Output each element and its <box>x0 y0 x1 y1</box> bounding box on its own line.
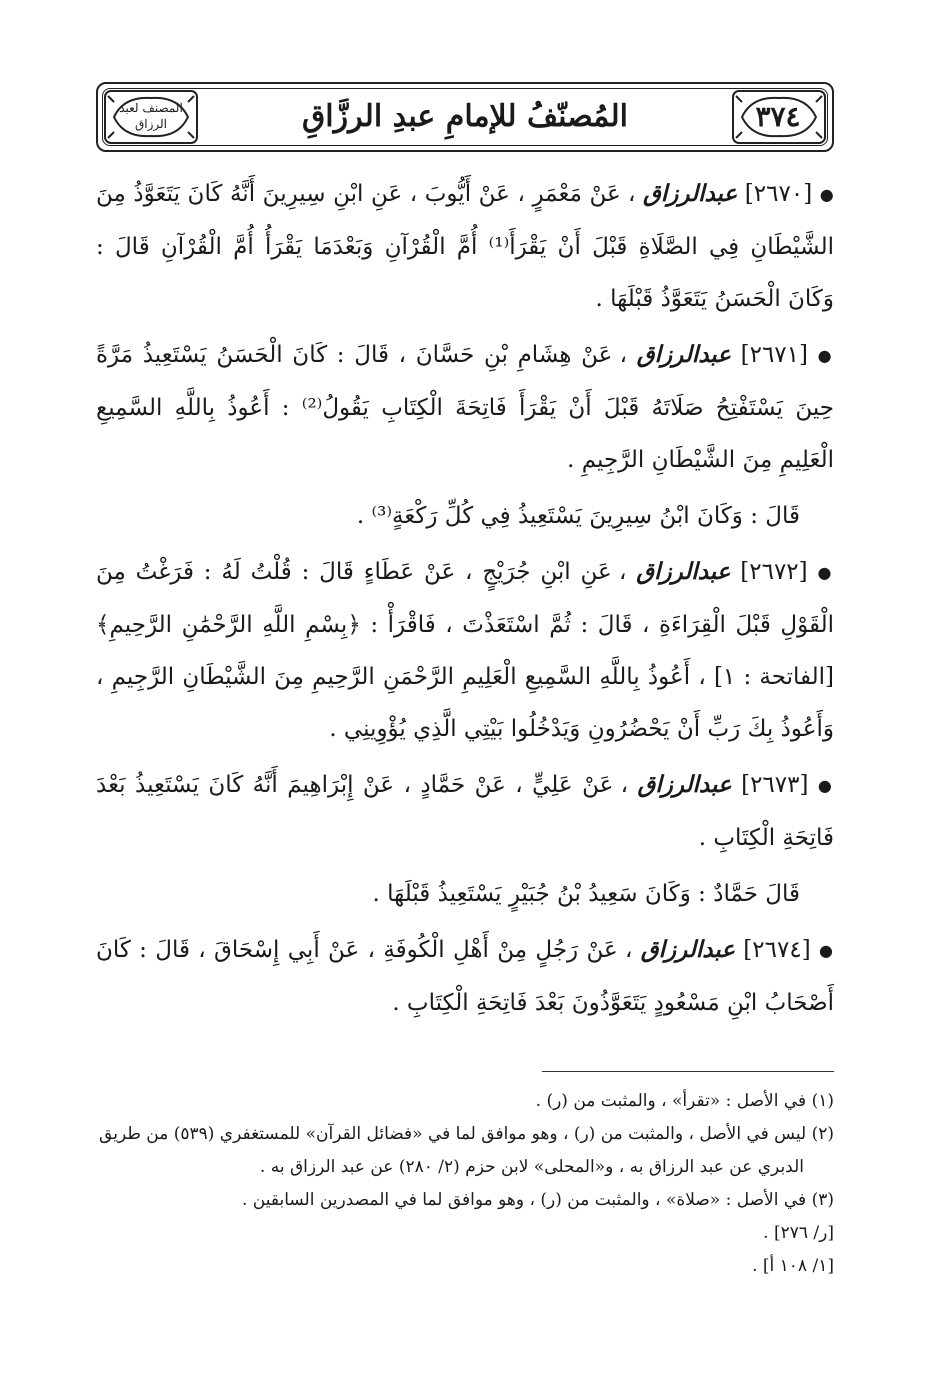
narrator-name: عبدالرزاق <box>643 180 738 207</box>
narrator-name: عبدالرزاق <box>637 771 732 798</box>
bullet-icon: ● <box>819 941 834 960</box>
bullet-icon: ● <box>817 346 834 365</box>
footnotes <box>96 1086 834 1284</box>
hadith-entry: ● [٢٦٧٢] عبدالرزاق ، عَنِ ابْنِ جُرَيْجٍ ، عَنْ عَطَاءٍ قَالَ : قُلْتُ لَهُ : فَرَغْتُ مِنَ الْقَوْلِ قَبْلَ الْقِرَاءَةِ ، قَالَ : ثُمَّ اسْتَعَذْتَ ، فَاقْرَأْ : ﴿بِسْمِ اللَّهِ الرَّحْمَٰنِ الرَّحِيمِ﴾ [الفاتحة : ١] ، أَعُوذُ بِاللَّهِ السَّمِيعِ الْعَلِيمِ الرَّحْمَنِ الرَّحِيمِ مِنَ الشَّيْطَانِ الرَّجِيمِ ، وَأَعُوذُ بِكَ رَبِّ أَنْ يَحْضُرُونِ وَيَدْخُلُوا بَيْتِي الَّذِي يُؤْوِينِي . <box>96 558 834 742</box>
footnote-2: (٢) ليس في الأصل ، والمثبت من (ر) ، وهو موافق لما في «فضائل القرآن» للمستغفري (٥٣٩) من طريق <box>99 1124 834 1144</box>
narrator-name: عبدالرزاق <box>640 936 735 963</box>
bullet-icon: ● <box>817 563 834 582</box>
hadith-continuation: قَالَ : وَكَانَ ابْنُ سِيرِينَ يَسْتَعِيذُ فِي كُلِّ رَكْعَةٍ⁽³⁾ . <box>356 503 800 529</box>
hadith-entry: ● [٢٦٧٣] عبدالرزاق ، عَنْ عَلِيٍّ ، عَنْ حَمَّادٍ ، عَنْ إِبْرَاهِيمَ أَنَّهُ كَانَ يَسْتَعِيذُ بَعْدَ فَاتِحَةِ الْكِتَابِ . <box>96 771 834 851</box>
hadith-number: ٢٦٧١ <box>749 342 800 368</box>
hadith-text: ، عَنْ عَلِيٍّ ، عَنْ حَمَّادٍ ، عَنْ إِبْرَاهِيمَ أَنَّهُ كَانَ يَسْتَعِيذُ بَعْدَ فَاتِحَةِ الْكِتَابِ . <box>96 772 834 851</box>
hadith-text: ، عَنْ مَعْمَرٍ ، عَنْ أَيُّوبَ ، عَنِ ابْنِ سِيرِينَ أَنَّهُ كَانَ يَتَعَوَّذُ مِنَ الشَّيْطَانِ فِي الصَّلَاةِ قَبْلَ أَنْ يَقْرَأَ⁽¹⁾ أُمَّ الْقُرْآنِ وَبَعْدَمَا يَقْرَأُ أُمَّ الْقُرْآنِ قَالَ : وَكَانَ الْحَسَنُ يَتَعَوَّذُ قَبْلَهَا . <box>96 181 835 312</box>
hadith-entry: ● [٢٦٧١] عبدالرزاق ، عَنْ هِشَامِ بْنِ حَسَّانَ ، قَالَ : كَانَ الْحَسَنُ يَسْتَعِيذُ مَرَّةً حِينَ يَسْتَفْتِحُ صَلَاتَهُ قَبْلَ أَنْ يَقْرَأَ فَاتِحَةَ الْكِتَابِ يَقُولُ⁽²⁾ : أَعُوذُ بِاللَّهِ السَّمِيعِ الْعَلِيمِ مِنَ الشَّيْطَانِ الرَّجِيمِ . <box>96 341 834 473</box>
footnote-1: (١) في الأصل : «تقرأ» ، والمثبت من (ر) . <box>535 1091 834 1111</box>
bullet-icon: ● <box>819 185 834 204</box>
book-title: المُصنّفُ للإمامِ عبدِ الرزَّاقِ <box>302 99 628 134</box>
hadith-number: ٢٦٧٣ <box>750 772 800 798</box>
narrator-name: عبدالرزاق <box>636 341 731 368</box>
hadith-number: ٢٦٧٤ <box>752 937 802 963</box>
footnote-3: (٣) في الأصل : «صلاة» ، والمثبت من (ر) ، وهو موافق لما في المصدرين السابقين . <box>242 1190 834 1210</box>
hadith-number: ٢٦٧٢ <box>749 559 799 585</box>
hadith-text: ، عَنِ ابْنِ جُرَيْجٍ ، عَنْ عَطَاءٍ قَالَ : قُلْتُ لَهُ : فَرَغْتُ مِنَ الْقَوْلِ قَبْلَ الْقِرَاءَةِ ، قَالَ : ثُمَّ اسْتَعَذْتَ ، فَاقْرَأْ : ﴿بِسْمِ اللَّهِ الرَّحْمَٰنِ الرَّحِيمِ﴾ [الفاتحة : ١] ، أَعُوذُ بِاللَّهِ السَّمِيعِ الْعَلِيمِ الرَّحْمَنِ الرَّحِيمِ مِنَ الشَّيْطَانِ الرَّجِيمِ ، وَأَعُوذُ بِكَ رَبِّ أَنْ يَحْضُرُونِ وَيَدْخُلُوا بَيْتِي الَّذِي يُؤْوِينِي . <box>96 559 834 742</box>
hadith-text: ، عَنْ هِشَامِ بْنِ حَسَّانَ ، قَالَ : كَانَ الْحَسَنُ يَسْتَعِيذُ مَرَّةً حِينَ يَسْتَفْتِحُ صَلَاتَهُ قَبْلَ أَنْ يَقْرَأَ فَاتِحَةَ الْكِتَابِ يَقُولُ⁽²⁾ : أَعُوذُ بِاللَّهِ السَّمِيعِ الْعَلِيمِ مِنَ الشَّيْطَانِ الرَّجِيمِ . <box>96 342 834 473</box>
seal-logo: المصنف لعبد الرزاق <box>119 101 183 131</box>
hadith-text: ، عَنْ رَجُلٍ مِنْ أَهْلِ الْكُوفَةِ ، عَنْ أَبِي إِسْحَاقَ ، قَالَ : كَانَ أَصْحَابُ ابْنِ مَسْعُودٍ يَتَعَوَّذُونَ بَعْدَ فَاتِحَةِ الْكِتَابِ . <box>96 937 834 1016</box>
main-content <box>96 168 834 1033</box>
manuscript-ref-1: [ر/ ٢٧٦] . <box>763 1223 834 1243</box>
footnote-divider <box>542 1071 834 1072</box>
hadith-number: ٢٦٧٠ <box>753 181 804 207</box>
bullet-icon: ● <box>817 776 834 795</box>
hadith-continuation: قَالَ حَمَّادٌ : وَكَانَ سَعِيدُ بْنُ جُبَيْرٍ يَسْتَعِيذُ قَبْلَهَا . <box>372 881 800 907</box>
hadith-entry: ● [٢٦٧٤] عبدالرزاق ، عَنْ رَجُلٍ مِنْ أَهْلِ الْكُوفَةِ ، عَنْ أَبِي إِسْحَاقَ ، قَالَ : كَانَ أَصْحَابُ ابْنِ مَسْعُودٍ يَتَعَوَّذُونَ بَعْدَ فَاتِحَةِ الْكِتَابِ . <box>96 936 834 1016</box>
manuscript-ref-2: [١/ ١٠٨ أ] . <box>752 1256 834 1276</box>
page-number: ٣٧٤ <box>755 100 801 133</box>
hadith-entry: ● [٢٦٧٠] عبدالرزاق ، عَنْ مَعْمَرٍ ، عَنْ أَيُّوبَ ، عَنِ ابْنِ سِيرِينَ أَنَّهُ كَانَ يَتَعَوَّذُ مِنَ الشَّيْطَانِ فِي الصَّلَاةِ قَبْلَ أَنْ يَقْرَأَ⁽¹⁾ أُمَّ الْقُرْآنِ وَبَعْدَمَا يَقْرَأُ أُمَّ الْقُرْآنِ قَالَ : وَكَانَ الْحَسَنُ يَتَعَوَّذُ قَبْلَهَا . <box>96 180 835 312</box>
footnote-2-continued: الدبري عن عبد الرزاق به ، و«المحلى» لابن حزم (٢/ ٢٨٠) عن عبد الرزاق به . <box>259 1157 804 1177</box>
narrator-name: عبدالرزاق <box>636 558 731 585</box>
page-header <box>96 82 834 152</box>
